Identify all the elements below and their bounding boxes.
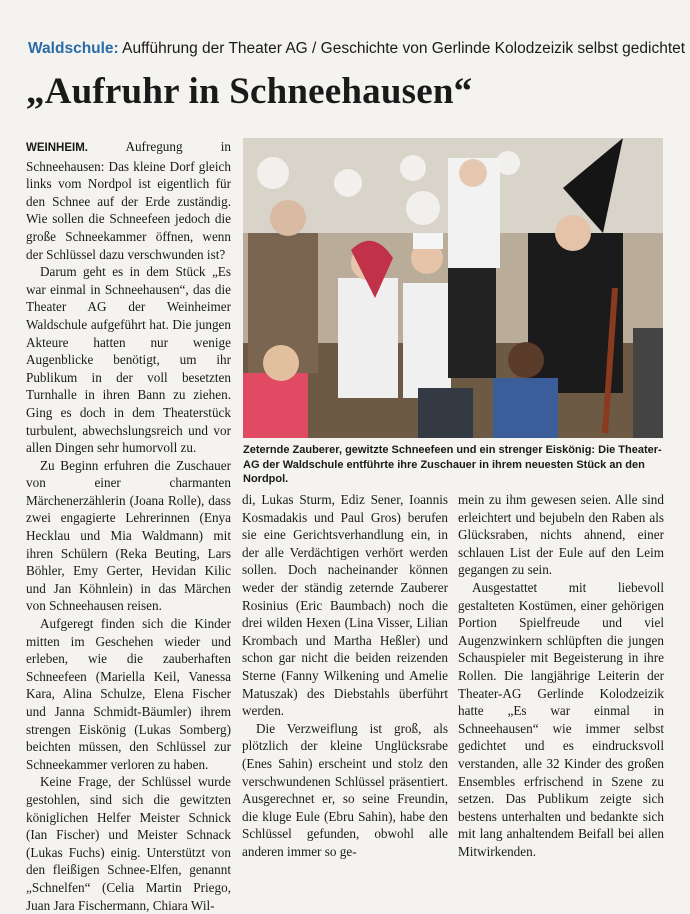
article-column-3 [458, 491, 664, 860]
kicker-text: Aufführung der Theater AG / Geschichte von Gerlinde Kolodzeizik selbst gedichtet [122, 40, 686, 57]
photo-caption: Zeternde Zauberer, gewitzte Schneefeen und ein strenger Eiskönig: Die Theater-AG der Waldschule entführte ihre Zuschauer in ihrem neuesten Stück an den Nordpol. [243, 444, 662, 485]
article-column-2 [242, 491, 448, 860]
stage-photo [243, 138, 663, 438]
paragraph: mein zu ihm gewesen seien. Alle sind erleichtert und bejubeln den Raben als Glücksraben, nichts ahnend, einer schlauen List der Eule auf den Leim gegangen zu sein. [458, 492, 664, 578]
headline: „Aufruhr in Schneehausen“ [26, 71, 473, 112]
paragraph: Ausgestattet mit liebevoll gestalteten Kostümen, einer gehörigen Portion Spielfreude und viel Augenzwinkern schlüpften die jungen Schauspieler mit Begeisterung in ihre Rollen. Die langjährige Leiterin der Theater-AG Gerlinde Kolodzeizik hatte „Es war einmal in Schneehausen“ wie immer selbst gedichtet und es eindrucksvoll verstanden, alle 32 Kinder des großen Ensembles erfrischend in Szene zu setzen. Das Publikum zeigte sich bestens unterhalten und bedankte sich mit lang anhaltendem Beifall bei allen Mitwirkenden. [458, 579, 664, 859]
paragraph: Darum geht es in dem Stück „Es war einmal in Schneehausen“, das die Theater AG der Weinheimer Waldschule aufgeführt hat. Die jungen Akteure hatten nur wenige Augenblicke benötigt, um ihr Publikum in der voll besetzten Turnhalle in ihren Bann zu ziehen. Ging es doch in dem Theaterstück turbulent, abwechslungsreich und vor allen Dingen sehr humorvoll zu. [26, 264, 231, 456]
paragraph: Keine Frage, der Schlüssel wurde gestohlen, sind sich die gewitzten königlichen Helfer Meister Schnick (Ian Fischer) und Meister Schnack (Lukas Fuchs) einig. Unterstützt von den fleißigen Schnee-Elfen, genannt „Schnelfen“ (Celia Martin Priego, Juan Jara Fischermann, Chiara Wil- [26, 774, 231, 913]
lead-text: Aufregung in Schneehausen: Das kleine Dorf gleich links vom Nordpol ist eigentlich für den Schnee auf der Erde zuständig. Wie sollen die Schneefeen jedoch die große Schneekammer öffnen, wenn der Schlüssel dazu verschwunden ist? [26, 139, 231, 262]
paragraph: Zu Beginn erfuhren die Zuschauer von einer charmanten Märchenerzählerin (Joana Rolle), dass zwei engagierte Lehrerinnen (Enya Hecklau und Mia Waldmann) mit ihren Schülern (Reka Beuting, Lars Böhler, Emy Gerter, Hevidan Kilic und Jan Köhnlein) in das Märchen von Schneehausen reisen. [26, 457, 231, 614]
section-tag: Waldschule: [28, 40, 119, 57]
paragraph: Aufgeregt finden sich die Kinder mitten im Geschehen wieder und erleben, wie die zauberhaften Schneefeen (Mariella Keil, Vanessa Kara, Alina Schulze, Elena Fischer und Janna Schmidt-Bäumler) ihrem strengen Eiskönig (Lukas Somberg) beichten müssen, den Schlüssel zur Schneekammer verloren zu haben. [26, 616, 231, 772]
stage-photo-icon [243, 138, 663, 438]
lead-paragraph [26, 138, 231, 263]
article-column-1 [26, 138, 231, 914]
kicker-line [28, 40, 686, 58]
dateline: WEINHEIM. [26, 142, 88, 154]
paragraph: di, Lukas Sturm, Ediz Sener, Ioannis Kosmadakis und Paul Gros) berufen sie eine Gerichtsverhandlung ein, in der alle Verdächtigen verhört werden sollen. Doch nacheinander können weder der ständig zeternde Zauberer Rosinius (Eric Baumbach) noch die drei wilden Hexen (Lina Visser, Lilian Krombach und Martha Heßler) und schon gar nicht die beiden reizenden Sterne (Fanny Wilkening und Amelie Matuszak) des Diebstahls überführt werden. [242, 492, 448, 719]
paragraph: Die Verzweiflung ist groß, als plötzlich der kleine Unglücksrabe (Enes Sahin) erscheint und stolz den verschwundenen Schlüssel präsentiert. Ausgerechnet er, so seine Freundin, die kluge Eule (Ebru Sahin), habe den Schlüssel gefunden, obwohl alle anderen immer so ge- [242, 720, 448, 859]
